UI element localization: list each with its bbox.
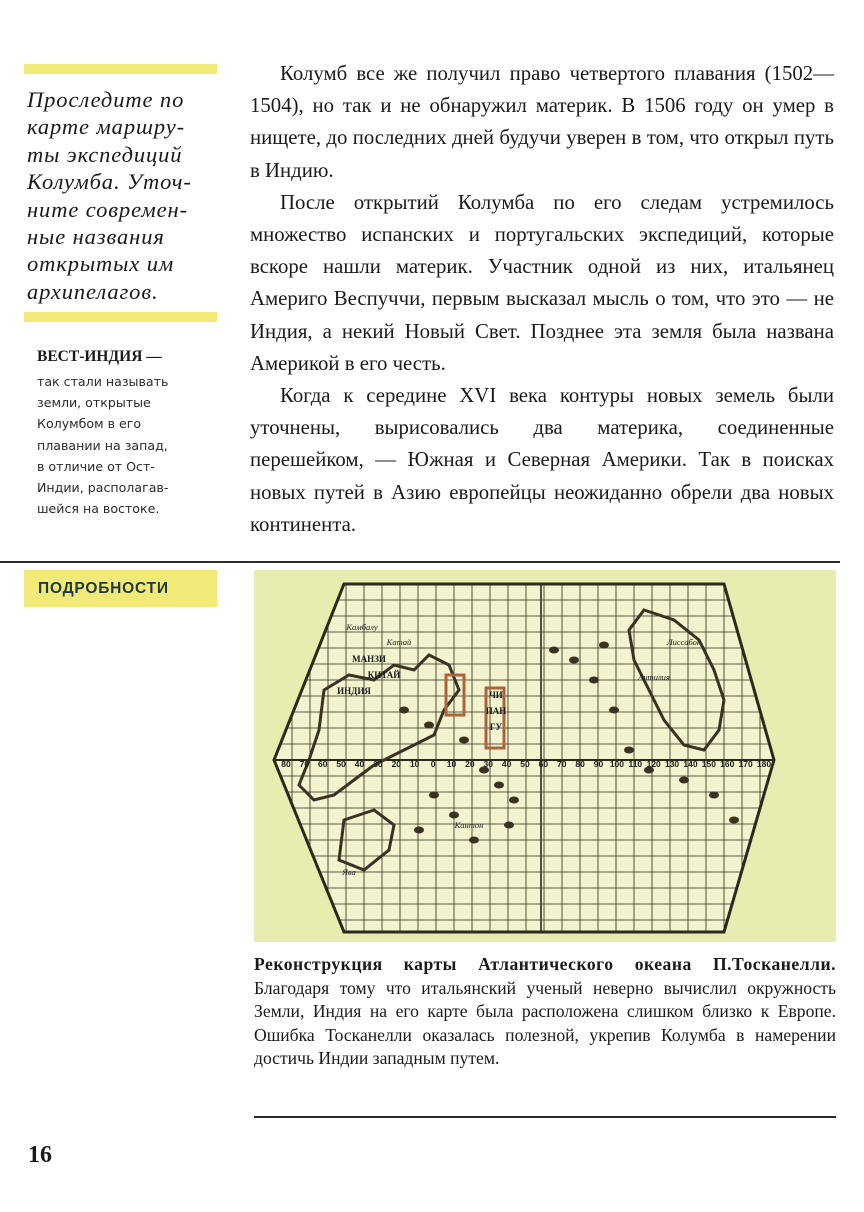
island xyxy=(424,722,434,729)
scale-label: 30 xyxy=(373,759,383,769)
island xyxy=(549,647,559,654)
details-badge: ПОДРОБНОСТИ xyxy=(24,570,217,607)
scale-label: 120 xyxy=(646,759,661,769)
island xyxy=(459,737,469,744)
scale-label: 110 xyxy=(628,759,643,769)
island xyxy=(399,707,409,714)
scale-label: 100 xyxy=(609,759,625,769)
glossary-definition: так стали называть земли, открытые Колумбом в его плавании на запад, в отличие от Ост- Индии, располагав- шейся на востоке. xyxy=(37,374,169,517)
island xyxy=(414,827,424,834)
scale-label: 20 xyxy=(465,759,475,769)
island xyxy=(569,657,579,664)
island xyxy=(504,822,514,829)
scale-label: 50 xyxy=(336,759,346,769)
scale-label: 20 xyxy=(391,759,402,769)
map-place-label: МАНЗИ xyxy=(352,654,386,664)
map-place-label: ГУ xyxy=(489,722,503,732)
scale-label: 170 xyxy=(738,759,753,769)
scale-label: 10 xyxy=(409,759,420,769)
scale-label: 40 xyxy=(354,759,365,769)
island xyxy=(494,782,504,789)
main-text xyxy=(250,58,834,541)
scale-label: 150 xyxy=(701,759,716,769)
map-place-label: Кантон xyxy=(454,820,484,830)
map-place-label: Антилия xyxy=(638,672,670,682)
glossary-term: ВЕСТ-ИНДИЯ — xyxy=(37,348,162,365)
map-place-label: Катай xyxy=(386,637,412,647)
scale-label: 80 xyxy=(281,759,291,769)
scale-label: 50 xyxy=(520,759,530,769)
island xyxy=(449,812,459,819)
caption-divider xyxy=(254,1116,836,1118)
island xyxy=(589,677,599,684)
toscanelli-map xyxy=(254,570,836,942)
scale-label: 140 xyxy=(683,759,698,769)
island xyxy=(599,642,609,649)
map-place-label: Ява xyxy=(342,867,356,877)
island xyxy=(729,817,739,824)
page-number: 16 xyxy=(28,1142,52,1168)
island xyxy=(709,792,719,799)
island xyxy=(509,797,519,804)
scale-label: 60 xyxy=(538,759,549,769)
task-bottom-rule xyxy=(24,312,217,322)
task-top-rule xyxy=(24,64,217,74)
sidebar-task: Проследите по карте маршру- ты экспедиций Колумба. Уточ- ните современ- ные названия открытых им архипелагов. xyxy=(27,87,192,304)
scale-label: 180 xyxy=(756,759,772,769)
island xyxy=(429,792,439,799)
paragraph: Когда к середине XVI века контуры новых земель были уточнены, вырисовались два материка, соединенные перешейком, — Южная и Северная Америки. Так в поисках новых путей в Азию европейцы неожиданно обрели два новых континента. xyxy=(250,384,834,536)
map-place-label: ИНДИЯ xyxy=(337,686,371,696)
scale-label: 80 xyxy=(575,759,585,769)
scale-label: 70 xyxy=(557,759,567,769)
scale-label: 40 xyxy=(501,759,512,769)
caption-title: Реконструкция карты Атлантического океана П.Тосканелли. xyxy=(254,954,836,974)
scale-label: 0 xyxy=(430,759,436,769)
scale-label: 30 xyxy=(483,759,493,769)
scale-label: 130 xyxy=(664,759,680,769)
toscanelli-map-figure xyxy=(254,570,836,942)
map-caption xyxy=(254,953,836,1071)
section-divider xyxy=(0,561,840,563)
island xyxy=(609,707,619,714)
map-place-label: ЧИ xyxy=(489,690,503,700)
scale-label: 70 xyxy=(299,759,310,769)
paragraph: После открытий Колумба по его следам устремилось множество испанских и португальских экспедиций, которые вскоре нашли материк. Участник одной из них, итальянец Америго Веспуччи, первым высказал мысль о том, что это — не Индия, а некий Новый Свет. Позднее эта земля была названа Америкой в его честь. xyxy=(250,190,834,375)
caption-text: Благодаря тому что итальянский ученый неверно вычислил окружность Земли, Индия на его карте была расположена слишком близко к Европе. Ошибка Тосканелли оказалась полезной, укрепив Колумба в намерении достичь Индии западным путем. xyxy=(254,977,836,1069)
map-place-label: Камбалу xyxy=(346,622,378,632)
map-place-label: ПАН xyxy=(485,706,507,716)
island xyxy=(679,777,689,784)
map-place-label: Лиссабон xyxy=(666,637,702,647)
paragraph: Колумб все же получил право четвертого плавания (1502—1504), но так и не обнаружил материк. В 1506 году он умер в нищете, до последних дней будучи уверен в том, что открыл путь в Индию. xyxy=(250,62,834,182)
island xyxy=(624,747,634,754)
scale-label: 10 xyxy=(446,759,457,769)
scale-label: 160 xyxy=(720,759,735,769)
scale-label: 90 xyxy=(593,759,604,769)
map-place-label: КИТАЙ xyxy=(367,670,401,680)
scale-label: 60 xyxy=(318,759,328,769)
island xyxy=(469,837,479,844)
